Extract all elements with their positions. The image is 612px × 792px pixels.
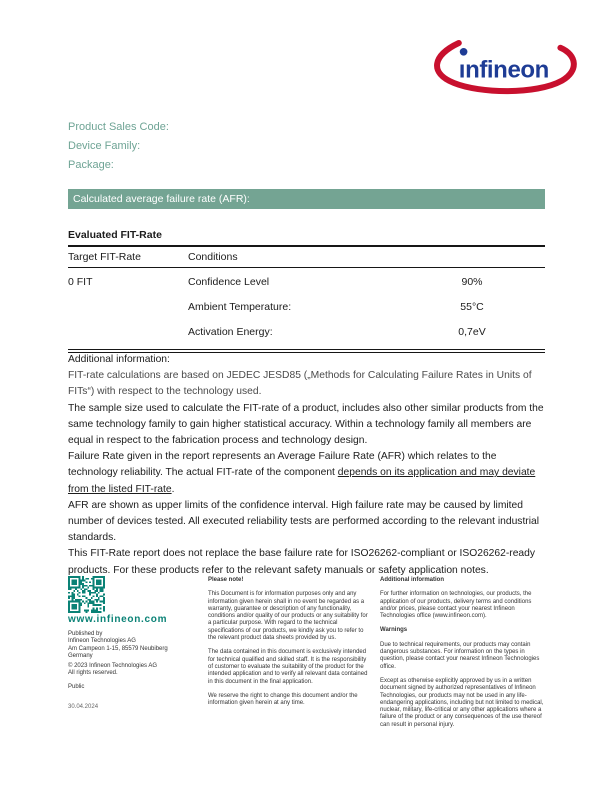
condition-label: Ambient Temperature: [188,301,292,313]
document-date: 30.04.2024 [68,704,99,710]
condition-label: Confidence Level [188,276,270,288]
fit-rate-table [68,227,545,353]
infineon-website-link[interactable]: www.infineon.com [68,614,168,625]
legal-info-column: Additional information For further information on technologies, our products, the application of our products, delivery terms and conditions and/or prices, please contact your nearest Infineon Technologies office (www.infineon.com). Warnings Due to technical requirements, our products may contain dangerous substances. For information on the types in question, please contact your nearest Infineon Technologies office. Except as otherwise explicitly approved by us in a written document signed by authorized representatives of Infineon Technologies, our products may not be used in any life-endangering applications, including but not limited to medical, nuclear, military, life-critical or any other applications where a failure of the product or any consequences of the use thereof can result in personal injury. [380,577,546,736]
info-paragraph-jedec: FIT-rate calculations are based on JEDEC JESD85 („Methods for Calculating Failure Rates in Units of FITs“) with respect to the technology used. [68,370,532,398]
copyright-block: © 2023 Infineon Technologies AG All rights reserved. [68,663,158,677]
footer-additional-info-heading: Additional information [380,577,444,583]
publisher-block: Published by Infineon Technologies AG Am Campeon 1-15, 85579 Neubiberg Germany [68,631,168,659]
qr-code [68,576,105,613]
condition-label: Activation Energy: [188,326,273,338]
classification-label: Public [68,684,85,690]
legal-note-column: Please note! This Document is for information purposes only and any information given herein shall in no event be regarded as a warranty, guarantee or description of any functionality, conditions and/or quality of our products or any suitability for a particular purpose. With regard to the technical specifications of our products, we kindly ask you to refer to the relevant product data sheets provided by us. The data contained in this document is exclusively intended for technical qualified and skilled staff. It is the responsibility of customer to evaluate the suitability of the product for the intended application and to verify all relevant data contained in this document in the final application. We reserve the right to change this document and/or the information given herein at any time. [208,577,371,714]
please-note-heading: Please note! [208,577,244,583]
info-paragraph-afr-limits: AFR are shown as upper limits of the confidence interval. High failure rate may be caused by limited number of devices tested. All executed reliability tests are performed according to the relevant industrial standards. [68,499,540,544]
logo-i-dot [460,48,468,56]
warnings-heading: Warnings [380,627,408,634]
info-paragraph-failure-rate: Failure Rate given in the report represents an Average Failure Rate (AFR) which relates to the technology reliability. The actual FIT-rate of the component depends on its application and may deviate from the listed FIT-rate. [68,451,536,495]
afr-banner: Calculated average failure rate (AFR): [68,189,545,209]
table-row [68,293,545,318]
info-paragraph-sample-size: The sample size used to calculate the FIT-rate of a product, includes also other similar products from the same technology family to gain higher statistical accuracy. Within a technology family all members are equal in respect to the fabrication process and technology design. [68,402,544,447]
info-paragraph-iso26262: This FIT-Rate report does not replace the base failure rate for ISO26262-compliant or ISO26262-ready products. For these products refer to the relevant safety manuals or safety application notes. [68,548,536,576]
col-header-conditions: Conditions [188,251,238,263]
additional-information-section [68,352,546,579]
fit-table-body [68,268,545,353]
col-header-target-fit-rate: Target FIT-Rate [68,251,141,263]
underlined-phrase: depends on its application and may deviate from the listed FIT-rate [68,467,536,495]
additional-information-heading: Additional information: [68,354,170,365]
condition-value: 0,7eV [458,326,486,338]
infineon-logo-icon [430,26,582,104]
fit-table-header-row [68,247,545,268]
table-row [68,318,545,343]
condition-value: 90% [461,276,483,288]
product-sales-code-label: Product Sales Code: [68,121,169,133]
device-family-label: Device Family: [68,140,141,152]
product-fields [68,118,169,175]
fit-table-title: Evaluated FIT-Rate [68,227,545,247]
package-label: Package: [68,159,114,171]
logo-text: ınfineon [458,56,549,84]
condition-value: 55°C [460,301,484,313]
target-fit-rate-value: 0 FIT [68,276,93,288]
table-row [68,268,545,293]
